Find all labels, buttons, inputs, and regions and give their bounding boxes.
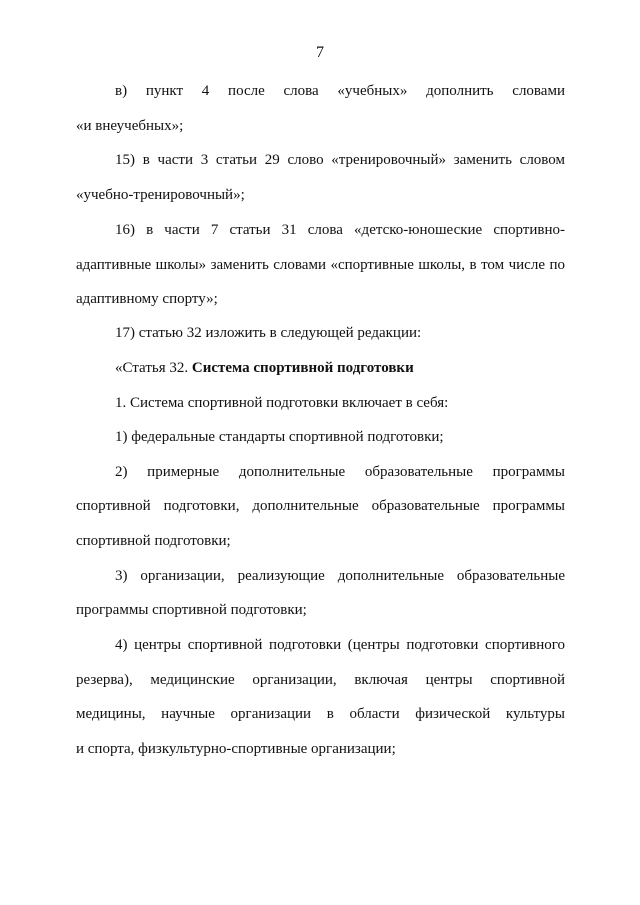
text-line: 2) примерные дополнительные образовательные программы [115,464,565,480]
text-line: «учебно-тренировочный»; [76,187,245,203]
text-line: спортивной подготовки; [76,533,231,549]
article-heading [115,359,565,377]
article-title: Система спортивной подготовки [191,360,414,376]
text-line: 1) федеральные стандарты спортивной подготовки; [115,429,444,445]
text-line: медицины, научные организации в области физической культуры [76,706,565,722]
text-line: адаптивные школы» заменить словами «спортивные школы, в том числе по [76,257,565,273]
text-line: 4) центры спортивной подготовки (центры подготовки спортивного [115,637,565,653]
text-line: спортивной подготовки, дополнительные образовательные программы [76,498,565,514]
text-line: 3) организации, реализующие дополнительные образовательные [115,568,565,584]
text-line: и спорта, физкультурно-спортивные организации; [76,741,396,757]
text-line: 15) в части 3 статьи 29 слово «тренировочный» заменить словом [115,152,565,168]
text-line: «и внеучебных»; [76,118,184,134]
article-number: «Статья 32. [115,360,189,376]
text-line: программы спортивной подготовки; [76,602,307,618]
text-line: адаптивному спорту»; [76,291,218,307]
text-line: резерва), медицинские организации, включая центры спортивной [76,672,565,688]
text-line: 1. Система спортивной подготовки включает в себя: [115,395,449,411]
text-line: в) пункт 4 после слова «учебных» дополнить словами [115,83,565,99]
page-number: 7 [316,44,324,61]
text-line: 16) в части 7 статьи 31 слова «детско-юношеские спортивно- [115,222,565,238]
text-line: 17) статью 32 изложить в следующей редакции: [115,325,422,341]
